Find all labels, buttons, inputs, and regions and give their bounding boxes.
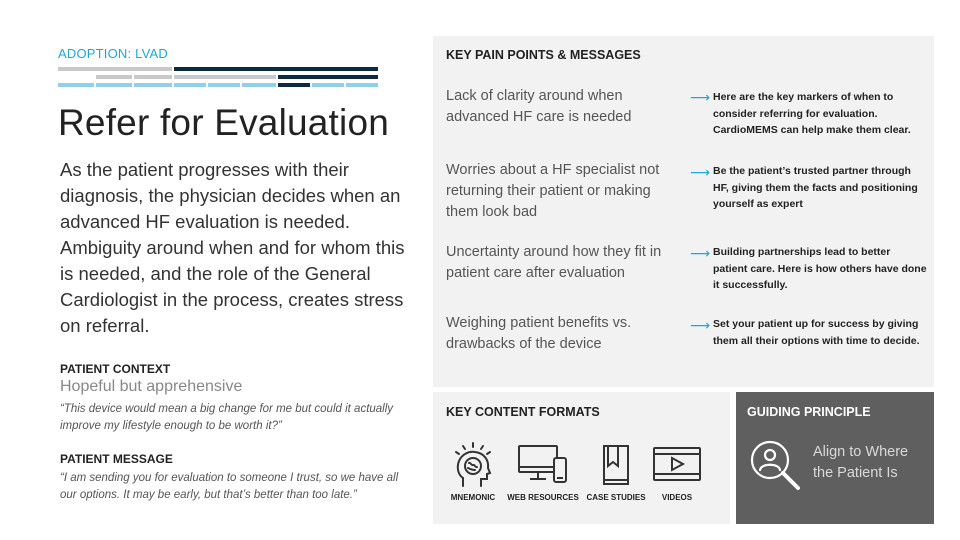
patient-context-heading: PATIENT CONTEXT [60, 362, 171, 376]
progress-bar-segment [278, 75, 378, 79]
pain-point-message: Set your patient up for success by giving them all their options with time to decide. [713, 318, 920, 347]
head-brain-icon [451, 442, 495, 488]
progress-bar-segment [174, 67, 378, 71]
progress-bars [58, 67, 378, 91]
pain-point-message: Here are the key markers of when to consider referring for evaluation. CardioMEMS can help make them clear. [713, 91, 911, 136]
progress-bar-segment [134, 75, 172, 79]
progress-bar-segment [58, 67, 172, 71]
pain-points-heading: KEY PAIN POINTS & MESSAGES [446, 48, 641, 62]
content-formats-panel [433, 392, 730, 524]
progress-bar-segment [174, 75, 276, 79]
progress-bar-segment [58, 83, 94, 87]
progress-bar-segment [242, 83, 276, 87]
pain-point-text: Lack of clarity around when advanced HF care is needed [446, 88, 632, 125]
format-item-web-resources [507, 442, 579, 502]
patient-context-subheading: Hopeful but apprehensive [60, 378, 243, 395]
format-item-case-studies [583, 442, 649, 502]
patient-message-quote: “I am sending you for evaluation to someone I trust, so we have all our options. It may be early, but that’s better than too late.” [60, 472, 399, 501]
arrow-right-icon: ⟶ [690, 245, 711, 261]
pain-point-message: Be the patient’s trusted partner through HF, giving them the facts and positioning yourself as expert [713, 165, 918, 210]
format-label: MNEMONIC [450, 493, 496, 502]
arrow-right-icon: ⟶ [690, 89, 711, 105]
pain-point-text: Worries about a HF specialist not returning their patient or making them look bad [446, 162, 660, 220]
guiding-principle-heading: GUIDING PRINCIPLE [747, 405, 871, 419]
content-formats-heading: KEY CONTENT FORMATS [446, 405, 600, 419]
pain-point-message: Building partnerships lead to better patient care. Here is how others have done it successfully. [713, 246, 927, 291]
patient-message-heading: PATIENT MESSAGE [60, 452, 173, 466]
format-label: WEB RESOURCES [507, 493, 579, 502]
bookmark-book-icon [594, 442, 638, 488]
format-label: VIDEOS [661, 493, 693, 502]
format-item-videos [651, 442, 703, 502]
guiding-principle-text: Align to Where the Patient Is [813, 444, 909, 481]
progress-bar-segment [96, 75, 132, 79]
format-item-mnemonic [445, 442, 501, 502]
patient-context-quote: “This device would mean a big change for me but could it actually improve my lifestyle enough to be worth it?” [60, 403, 394, 432]
pain-point-text: Uncertainty around how they fit in patient care after evaluation [446, 244, 662, 281]
magnifier-person-icon [748, 438, 804, 494]
progress-bar-segment [278, 83, 310, 87]
pain-points-panel [433, 36, 934, 387]
video-player-icon [652, 442, 702, 488]
body-paragraph: As the patient progresses with their diagnosis, the physician decides when an advanced HF evaluation is needed. Ambiguity around when and for whom this is needed, and the role of the General Cardiologist in the process, creates stress on referral. [60, 159, 405, 336]
devices-icon [517, 442, 569, 488]
arrow-right-icon: ⟶ [690, 317, 711, 333]
page-title: Refer for Evaluation [58, 102, 390, 143]
progress-bar-segment [346, 83, 378, 87]
progress-bar-segment [312, 83, 344, 87]
format-label: CASE STUDIES [586, 493, 646, 502]
progress-bar-segment [96, 83, 132, 87]
progress-bar-segment [134, 83, 172, 87]
eyebrow-label: ADOPTION: LVAD [58, 46, 168, 61]
progress-bar-segment [174, 83, 206, 87]
progress-bar-segment [208, 83, 240, 87]
pain-point-text: Weighing patient benefits vs. drawbacks of the device [446, 315, 632, 352]
guiding-principle-panel [736, 392, 934, 524]
arrow-right-icon: ⟶ [690, 164, 711, 180]
